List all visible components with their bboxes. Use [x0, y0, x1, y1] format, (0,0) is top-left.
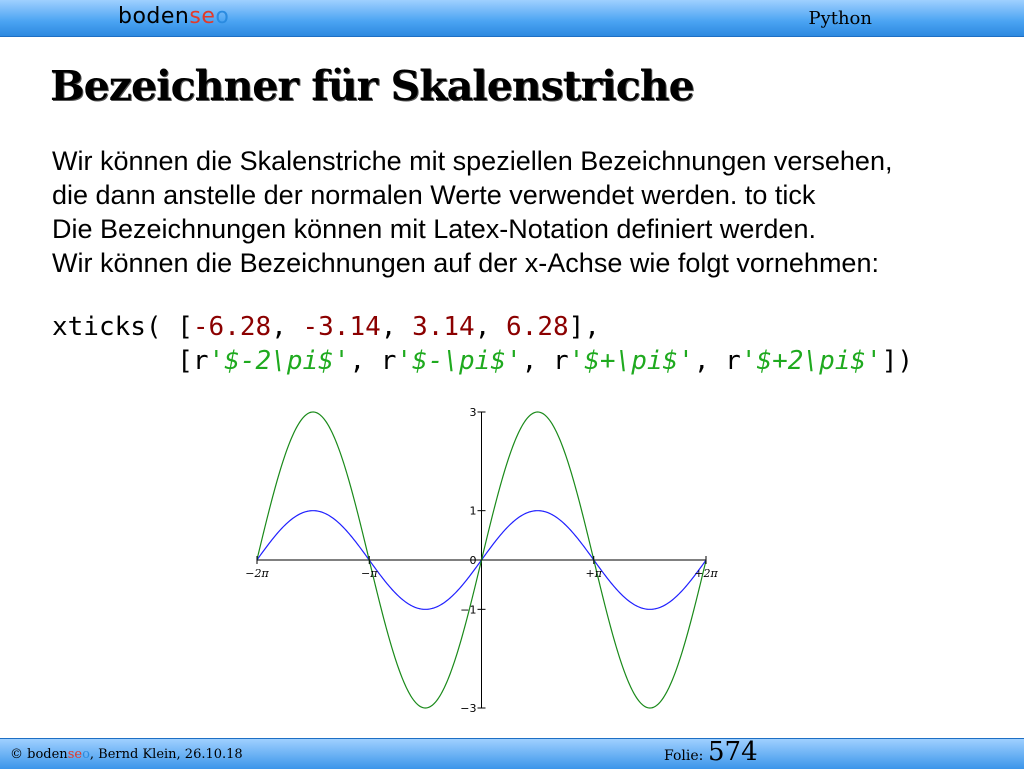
footer-logo-boden: boden: [27, 747, 68, 762]
code-token: ,: [380, 312, 413, 342]
code-block: [52, 310, 913, 378]
footer-author-date: , Bernd Klein, 26.10.18: [89, 747, 243, 762]
code-number: 6.28: [506, 312, 569, 342]
footer-bar: [0, 738, 1024, 769]
logo-part-se: se: [189, 4, 216, 29]
x-tick-label: +π: [585, 567, 602, 580]
x-tick-label: −π: [361, 567, 378, 580]
code-line-2: [52, 344, 913, 378]
code-number: -6.28: [192, 312, 272, 342]
code-token: xticks( [: [52, 312, 193, 342]
code-string: '$-\pi$': [396, 346, 522, 376]
x-tick-label: −2π: [245, 567, 269, 580]
code-token: ]): [881, 346, 914, 376]
copyright-symbol: ©: [10, 747, 28, 762]
code-token: ],: [568, 312, 600, 342]
footer-logo-o: o: [82, 747, 90, 762]
sine-plot: [240, 400, 730, 718]
slide-title: Bezeichner für Skalenstriche: [50, 62, 694, 110]
y-tick-label: 1: [469, 504, 477, 518]
y-tick-label: 3: [469, 406, 477, 419]
code-string: '$+2\pi$': [740, 346, 882, 376]
paragraph-line-1: Wir können die Skalenstriche mit speziellen Bezeichnungen versehen,: [52, 146, 893, 176]
folie-number: 574: [708, 737, 758, 767]
bodenseo-logo: [118, 4, 229, 29]
slide-paragraph: [52, 144, 1012, 280]
logo-part-boden: boden: [118, 4, 190, 29]
code-token: ,: [474, 312, 507, 342]
code-number: 3.14: [412, 312, 475, 342]
code-line-1: [52, 310, 913, 344]
code-token: , r: [693, 346, 741, 376]
code-token: [r: [52, 346, 209, 376]
header-bar: [0, 0, 1024, 37]
y-tick-label: −1: [460, 603, 477, 617]
x-tick-label: +2π: [694, 567, 718, 580]
logo-part-o: o: [215, 4, 230, 29]
code-number: -3.14: [302, 312, 381, 342]
code-token: , r: [521, 346, 569, 376]
paragraph-line-4: Wir können die Bezeichnungen auf der x-Achse wie folgt vornehmen:: [52, 248, 879, 278]
course-label: Python: [808, 8, 872, 29]
footer-copyright: [10, 747, 243, 762]
paragraph-line-3: Die Bezeichnungen können mit Latex-Notation definiert werden.: [52, 214, 816, 244]
code-token: ,: [271, 312, 303, 342]
folie-label: Folie:: [664, 748, 704, 764]
paragraph-line-2: die dann anstelle der normalen Werte verwendet werden. to tick: [52, 180, 816, 210]
code-string: '$+\pi$': [568, 346, 694, 376]
code-string: '$-2\pi$': [208, 346, 350, 376]
y-tick-label: 0: [469, 554, 477, 567]
footer-logo-se: se: [67, 747, 83, 762]
y-tick-label: −3: [460, 702, 477, 715]
code-token: , r: [349, 346, 397, 376]
